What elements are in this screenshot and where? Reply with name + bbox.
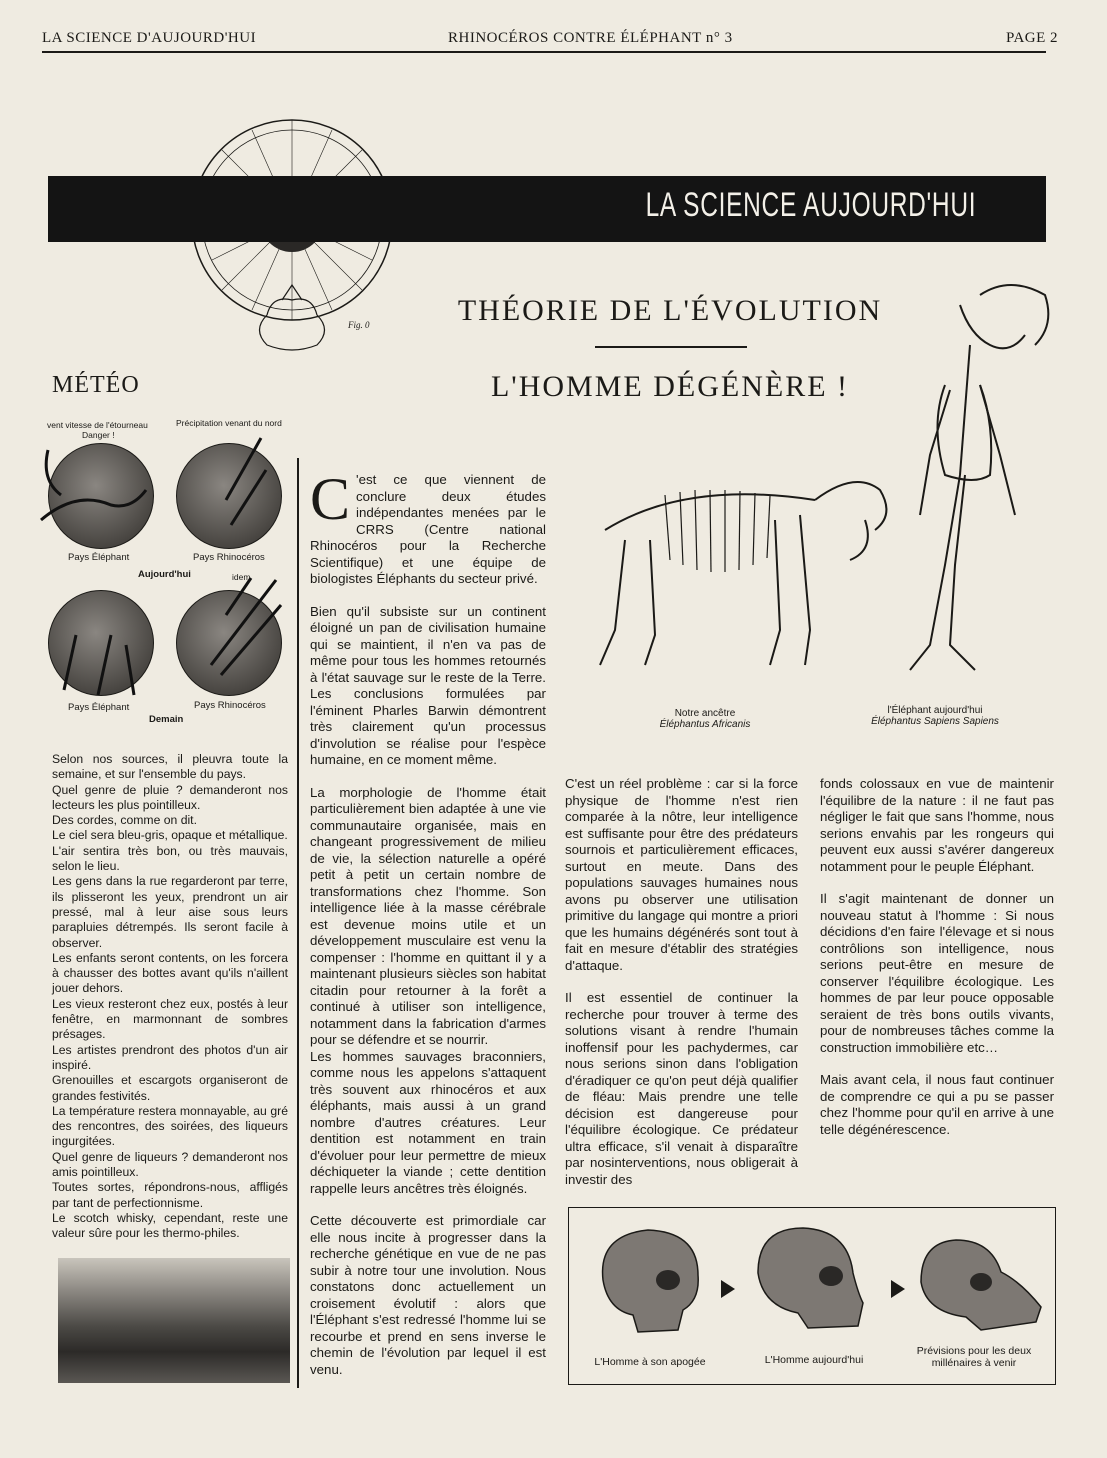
meteo-label-pays-elephant-2: Pays Éléphant — [68, 702, 130, 713]
title-divider — [595, 346, 747, 348]
sapiens-caption — [860, 705, 1010, 727]
meteo-line: Le ciel sera bleu-gris, opaque et métallique. — [52, 828, 288, 843]
article-paragraph: Il s'agit maintenant de donner un nouveau statut à l'homme : Si nous décidions d'en faire l'élevage et si nous contrôlions son intelligence, nous serions peut-être en mesure de conserver l'équilibre écologique. Les hommes de par leur pouce opposable seraient de très bons outils vivants, pour de nombreuses tâches comme la construction immobilière etc… — [820, 891, 1054, 1055]
header-issue: RHINOCÉROS CONTRE ÉLÉPHANT n° 3 — [448, 30, 733, 46]
article-paragraph: Les hommes sauvages braconniers, comme nous les appelons s'attaquent très souvent aux rhinocéros et aux éléphants, mais aussi à un grand nombre d'autres créatures. Leur dentition est notamment en train d'évoluer pour leur permettre de mieux déchiqueter la viande ; cette dentition rappelle leurs ancêtres très éloignés. — [310, 1048, 546, 1196]
skull-caption-apogee: L'Homme à son apogée — [594, 1356, 706, 1368]
sapiens-name: l'Éléphant aujourd'hui — [887, 705, 983, 716]
article-column-2 — [565, 776, 798, 1204]
column-divider — [297, 458, 299, 1388]
skull-future — [911, 1222, 1051, 1342]
storm-landscape-image — [58, 1258, 290, 1383]
ancestor-name: Notre ancêtre — [674, 708, 736, 719]
ancestor-caption — [640, 708, 770, 730]
article-paragraph: Il est essentiel de continuer la recherche pour trouver à terme des solutions visant à rendre l'humain inoffensif pour les pachydermes, car nous serions sinon dans l'obligation d'éradiquer ce qu'on peut déjà qualifier de fléau: Mais prendre une telle décision est dangereuse pour l'équilibre écologique. Ce prédateur ultra efficace, s'il venait à disparaître par nosinterventions, nous obligerait à investir des — [565, 990, 798, 1187]
meteo-line: Les artistes prendront des photos d'un air inspiré. — [52, 1042, 288, 1072]
arrow-right-icon — [891, 1280, 905, 1298]
article-paragraph: C'est un réel problème : car si la force physique de l'homme n'est rien comparée à la nôtre, leur intelligence est suffisante pour être des prédateurs sournois et particulièrement efficaces, surtout en meute. Dans des populations sauvages humaines nous avons pu observer une utilisation primitive du langage qui montre a priori que les humains dégénérés sont tout à fait en mesure d'établir des stratégies d'attaque. — [565, 776, 798, 973]
meteo-label-precip: Précipitation venant du nord — [176, 418, 282, 428]
arrow-right-icon — [721, 1280, 735, 1298]
meteo-line: L'air sentira très bon, ou très mauvais, selon le lieu. — [52, 843, 288, 874]
article-paragraph: Bien qu'il subsiste sur un continent éloigné un pan de civilisation humaine qui se maintient, il n'en va pas de même pour tous les hommes retournés à l'état sauvage sur le reste de la Terre. Les conclusions formulées par l'éminent Pharles Barwin démontrent très clairement qu'un processus d'involution se réalise pour l'espèce humaine, en ce moment même. — [310, 603, 546, 767]
article-paragraph: Cette découverte est primordiale car elle nous incite à progresser dans la recherche génétique en vue de ne pas subir à notre tour une involution. Nous constatons donc actuellement un croisement évolutif : alors que l'Éléphant s'est redressé l'homme lui se recourbe et prend en sens inverse le chemin de l'évolution par lequel il est venu. — [310, 1213, 546, 1377]
skull-caption-today: L'Homme aujourd'hui — [764, 1354, 864, 1366]
skull-apogee — [583, 1220, 713, 1340]
banner-title: LA SCIENCE AUJOURD'HUI — [645, 186, 976, 224]
meteo-label-idem: idem — [232, 572, 251, 582]
skull-today — [743, 1218, 883, 1338]
section-banner — [48, 176, 1046, 242]
article-column-3 — [820, 776, 1054, 1154]
drop-cap: C — [310, 466, 351, 532]
meteo-line: Des cordes, comme on dit. — [52, 813, 197, 828]
article-title: THÉORIE DE L'ÉVOLUTION — [457, 294, 883, 327]
meteo-line: Les gens dans la rue regarderont par terre, ils plisseront les yeux, prendront un air pressé, mal à leur aise sous leurs parapluies détrempés. Ils seront facile à observer. — [52, 874, 288, 950]
meteo-label-pays-elephant-1: Pays Éléphant — [68, 552, 130, 563]
meteo-line: Le scotch whisky, cependant, reste une valeur sûre pour les thermo-philes. — [52, 1210, 288, 1241]
article-column-1 — [310, 466, 546, 1394]
article-paragraph: La morphologie de l'homme était particulièrement bien adaptée à une vie communautaire organisée, mais en changeant progressivement de milieu de vie, la sélection naturelle a opéré petit à petit un certain nombre de transformations chez l'homme. Son intelligence liée à la masse cérébrale est devenue moins utile et un développement musculaire est venu la compenser : l'homme en quittant il y a maintenant plusieurs siècles son habitat citadin pour retourner à la forêt a continué à utiliser son intelligence, notamment dans la fabrication d'armes pour se défendre et se nourrir. — [310, 784, 546, 1047]
meteo-label-tomorrow: Demain — [149, 714, 184, 725]
skull-caption-future — [904, 1345, 1044, 1369]
meteo-label-danger: Danger ! — [82, 430, 115, 440]
meteo-line: La température restera monnayable, au gré des rencontres, des soirées, des liqueurs ingurgitées. — [52, 1103, 288, 1149]
sapiens-latin: Éléphantus Sapiens Sapiens — [871, 716, 999, 727]
meteo-line: Quel genre de pluie ? demanderont nos lecteurs les plus pointilleux. — [52, 782, 288, 812]
ancestor-latin: Éléphantus Africanis — [659, 719, 751, 730]
meteo-label-today: Aujourd'hui — [138, 569, 191, 580]
meteo-line: Les enfants seront contents, on les forcera à chausser des bottes avant qu'ils n'aillent jouer dehors. — [52, 950, 288, 996]
skull-caption-future-line1: Prévisions pour les deux — [916, 1345, 1032, 1357]
header-section-name: LA SCIENCE D'AUJOURD'HUI — [42, 30, 257, 46]
header-rule — [42, 51, 1046, 53]
meteo-line: Toutes sortes, répondrons-nous, affligés par tant de perfectionnisme. — [52, 1180, 288, 1210]
meteo-line: Les vieux resteront chez eux, postés à leur fenêtre, en marmonnant de sombres présages. — [52, 996, 288, 1042]
diagram-fig-label: Fig. 0 — [348, 320, 370, 330]
meteo-label-wind: vent vitesse de l'étourneau — [47, 420, 148, 430]
article-paragraph: Mais avant cela, il nous faut continuer de comprendre ce qui a pu se passer chez l'homme pour qu'il en arrive à une telle dégénérescence. — [820, 1072, 1054, 1137]
meteo-title: MÉTÉO — [52, 372, 140, 398]
meteo-text — [52, 752, 288, 1242]
elephant-sapiens-skeleton — [850, 275, 1060, 685]
skull-caption-future-line2: millénaires à venir — [931, 1357, 1017, 1369]
article-paragraph: 'est ce que viennent de conclure deux études indépendantes menées par le CRRS (Centre national Rhinocéros pour la Recherche Scientifique) et une équipe de biologistes Éléphants du secteur privé. — [310, 472, 546, 586]
article-paragraph: fonds colossaux en vue de maintenir l'équilibre de la nature : il ne faut pas négliger le fait que sans l'homme, nous serions envahis par les rongeurs qui peuvent eux aussi s'avérer dangereux notamment pour le peuple Éléphant. — [820, 776, 1054, 874]
meteo-line: Grenouilles et escargots organiseront de grandes festivités. — [52, 1073, 288, 1103]
meteo-label-pays-rhino-2: Pays Rhinocéros — [194, 700, 266, 711]
meteo-line: Selon nos sources, il pleuvra toute la semaine, et sur l'ensemble du pays. — [52, 752, 288, 782]
header-page-number: PAGE 2 — [1006, 30, 1059, 46]
article-subtitle: L'HOMME DÉGÉNÈRE ! — [490, 370, 850, 403]
meteo-line: Quel genre de liqueurs ? demanderont nos amis pointilleux. — [52, 1149, 288, 1180]
meteo-label-pays-rhino-1: Pays Rhinocéros — [193, 552, 265, 563]
skull-evolution-figure — [568, 1207, 1056, 1385]
